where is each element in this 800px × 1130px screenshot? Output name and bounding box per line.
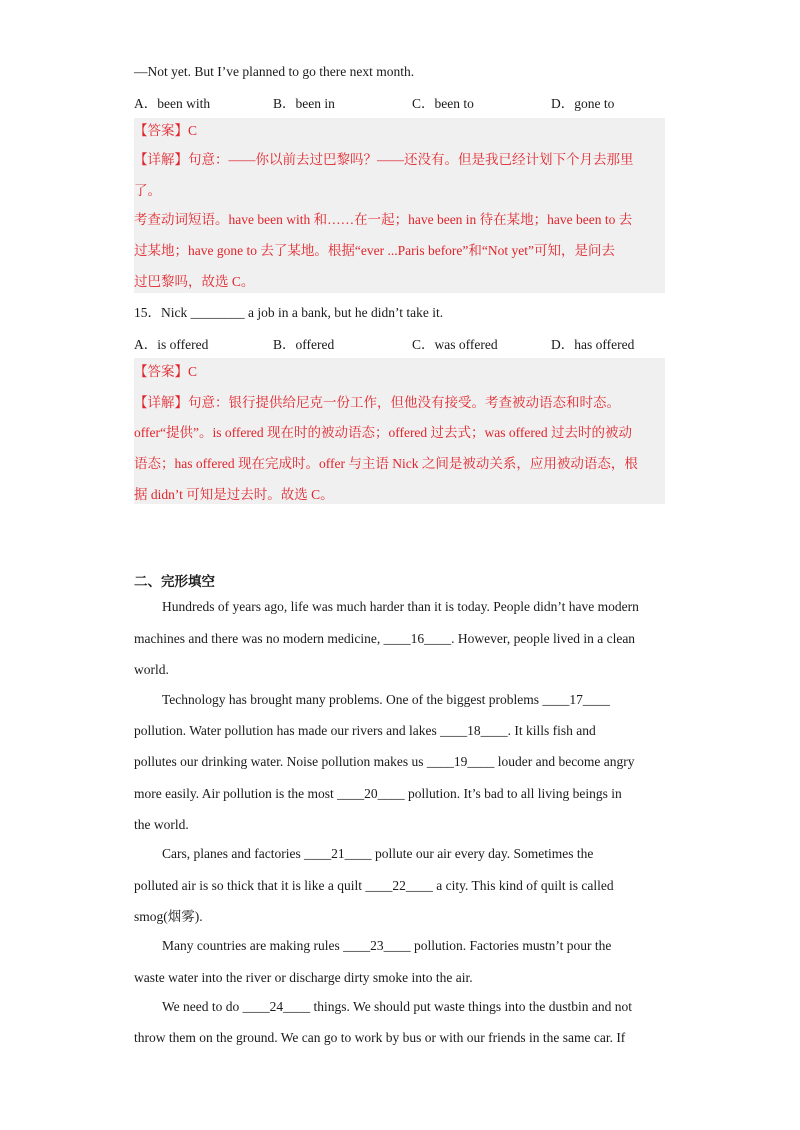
- passage-text: more easily. Air pollution is the most: [134, 786, 338, 801]
- passage-line: [134, 785, 666, 803]
- q14-option-c: C．been to: [412, 96, 474, 111]
- q15-detail-line: 【详解】句意：银行提供给尼克一份工作，但他没有接受。考查被动语态和时态。: [134, 395, 620, 410]
- passage-line: waste water into the river or discharge dirty smoke into the air.: [134, 970, 473, 985]
- q15-option-b: B．offered: [273, 337, 335, 352]
- q14-option-b: B．been in: [273, 96, 335, 111]
- blank-19: ____19____: [426, 754, 495, 769]
- passage-text: machines and there was no modern medicine,: [134, 631, 384, 646]
- passage-line: [134, 630, 666, 648]
- blank-20: ____20____: [337, 786, 405, 801]
- passage-line: [134, 845, 694, 863]
- passage-text: pollution. It’s bad to all living beings in: [404, 786, 622, 801]
- passage-text: Many countries are making rules: [162, 938, 344, 953]
- blank-22: ____22____: [365, 878, 433, 893]
- passage-text: We need to do: [162, 999, 243, 1014]
- q15-detail-line: offer“提供”。is offered 现在时的被动语态；offered 过去式；was offered 过去时的被动: [134, 425, 633, 440]
- blank-21: ____21____: [304, 846, 372, 861]
- passage-text: pollution. Water pollution has made our rivers and lakes: [134, 723, 441, 738]
- q15-answer-box: [134, 358, 665, 504]
- passage-line: Hundreds of years ago, life was much harder than it is today. People didn’t have modern: [162, 599, 639, 614]
- q14-option-a: A．been with: [134, 96, 211, 111]
- q14-option-d: D．gone to: [551, 96, 615, 111]
- q14-detail-line: 过某地；have gone to 去了某地。根据“ever ...Paris before”和“Not yet”可知，是问去: [134, 243, 616, 258]
- blank-24: ____24____: [242, 999, 311, 1014]
- q15-answer: 【答案】C: [134, 364, 198, 379]
- passage-line: [134, 877, 666, 895]
- passage-text: Cars, planes and factories: [162, 846, 305, 861]
- q14-detail-line: 了。: [134, 183, 161, 198]
- passage-line: [134, 937, 694, 955]
- q15-stem: 15．Nick ________ a job in a bank, but he didn’t take it.: [134, 305, 444, 320]
- q14-answer-box: [134, 118, 665, 293]
- passage-line: smog(烟雾).: [134, 909, 203, 924]
- blank-23: ____23____: [343, 938, 411, 953]
- passage-text: louder and become angry: [494, 754, 635, 769]
- passage-text: pollution. Factories mustn’t pour the: [410, 938, 612, 953]
- passage-line: throw them on the ground. We can go to work by bus or with our friends in the same car. If: [134, 1030, 626, 1045]
- blank-16: ____16____: [383, 631, 452, 646]
- q15-detail-line: 据 didn’t 可知是过去时。故选 C。: [134, 487, 334, 502]
- blank-18: ____18____: [440, 723, 508, 738]
- passage-text: pollutes our drinking water. Noise pollution makes us: [134, 754, 427, 769]
- q15-options: [134, 333, 666, 351]
- passage-text: pollute our air every day. Sometimes the: [371, 846, 594, 861]
- passage-line: the world.: [134, 817, 189, 832]
- section-heading: 二、完形填空: [134, 574, 215, 590]
- passage-text: polluted air is so thick that it is like a quilt: [134, 878, 366, 893]
- q14-detail-line: 考查动词短语。have been with 和……在一起；have been in 待在某地；have been to 去: [134, 212, 633, 227]
- passage-text: . It kills fish and: [507, 723, 596, 738]
- passage-line: world.: [134, 662, 169, 677]
- passage-text: Technology has brought many problems. One of the biggest problems: [162, 692, 543, 707]
- passage-line: [134, 753, 666, 771]
- passage-line: [134, 691, 694, 709]
- q15-option-d: D．has offered: [551, 337, 635, 352]
- q14-detail-line: 【详解】句意：——你以前去过巴黎吗？——还没有。但是我已经计划下个月去那里: [134, 152, 634, 167]
- q15-option-a: A．is offered: [134, 337, 209, 352]
- passage-line: [134, 722, 666, 740]
- passage-text: . However, people lived in a clean: [451, 631, 636, 646]
- q15-option-c: C．was offered: [412, 337, 498, 352]
- q14-options: [134, 92, 666, 110]
- passage-text: a city. This kind of quilt is called: [432, 878, 614, 893]
- q14-answer: 【答案】C: [134, 123, 198, 138]
- q14-dialogue-line: —Not yet. But I’ve planned to go there next month.: [134, 64, 415, 79]
- passage-text: things. We should put waste things into the dustbin and not: [310, 999, 633, 1014]
- blank-17: ____17____: [542, 692, 610, 707]
- passage-line: [134, 998, 694, 1016]
- q15-detail-line: 语态；has offered 现在完成时。offer 与主语 Nick 之间是被动关系，应用被动语态，根: [134, 456, 638, 471]
- q14-detail-line: 过巴黎吗，故选 C。: [134, 274, 255, 289]
